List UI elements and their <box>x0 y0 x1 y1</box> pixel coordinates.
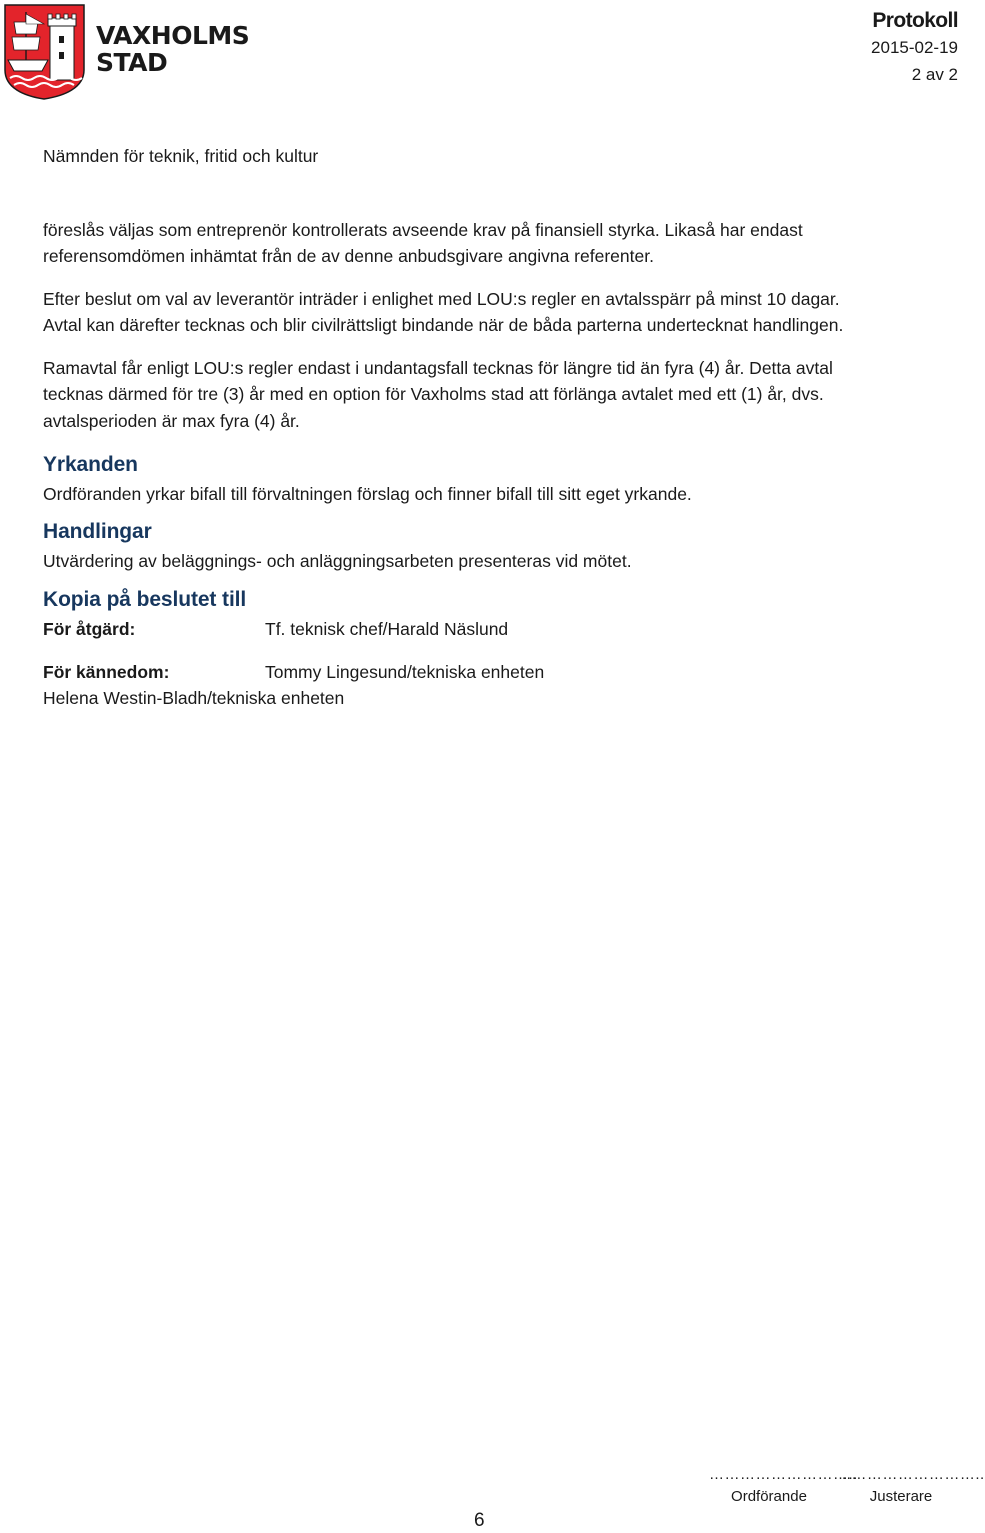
document-date: 2015-02-19 <box>871 38 958 57</box>
signature-label: Ordförande <box>731 1488 807 1505</box>
text-line: föreslås väljas som entreprenör kontrollerats avseende krav på finansiell styrka. Likaså har endast <box>43 220 803 240</box>
section-text: Ordföranden yrkar bifall till förvaltningen förslag och finner bifall till sitt eget yrkande. <box>43 484 692 505</box>
paragraph-standstill <box>43 286 955 339</box>
section-text: Utvärdering av beläggnings- och anläggningsarbeten presenteras vid mötet. <box>43 551 632 572</box>
page-number: 6 <box>474 1510 485 1531</box>
section-kopia <box>43 586 955 711</box>
logo <box>4 4 254 100</box>
text-line: Ramavtal får enligt LOU:s regler endast i undantagsfall tecknas för längre tid än fyra (4) år. Detta avtal <box>43 358 833 379</box>
document-meta <box>871 8 958 88</box>
section-yrkanden <box>43 451 955 507</box>
document-body <box>43 217 955 722</box>
logo-wordmark <box>96 22 249 76</box>
text-line: avtalsperioden är max fyra (4) år. <box>43 410 300 431</box>
coat-of-arms-icon <box>4 4 88 100</box>
section-heading: Yrkanden <box>43 453 138 477</box>
signature-line: ……………………….. <box>709 1466 858 1483</box>
distribution-action-row <box>43 616 955 642</box>
section-handlingar <box>43 518 955 574</box>
text-line: referensomdömen inhämtat från de av denne anbudsgivare angivna referenter. <box>43 246 654 267</box>
logo-line-2: STAD <box>96 48 168 77</box>
distribution-info-row <box>43 659 955 685</box>
paragraph-evaluation <box>43 217 955 270</box>
page-indicator: 2 av 2 <box>911 65 958 84</box>
signature-label: Justerare <box>869 1488 933 1505</box>
distribution-recipient: Tommy Lingesund/tekniska enheten <box>265 661 545 682</box>
paragraph-framework-agreement <box>43 355 955 434</box>
section-heading: Kopia på beslutet till <box>43 587 247 611</box>
signature-line: ..…………………….. <box>842 1466 985 1483</box>
section-heading: Handlingar <box>43 520 152 544</box>
document-type: Protokoll <box>872 9 958 32</box>
text-line: Efter beslut om val av leverantör inträder i enlighet med LOU:s regler en avtalsspärr på minst 10 dagar. <box>43 288 840 309</box>
text-line: Avtal kan därefter tecknas och blir civilrättsligt bindande när de båda parterna undertecknat handlingen. <box>43 314 844 335</box>
distribution-info-extra <box>43 685 955 711</box>
distribution-recipient: Tf. teknisk chef/Harald Näslund <box>265 618 509 639</box>
committee-name: Nämnden för teknik, fritid och kultur <box>43 146 319 166</box>
signature-adjuster <box>842 1466 985 1508</box>
distribution-label: För kännedom: <box>43 661 170 682</box>
text-line: tecknas därmed för tre (3) år med en option för Vaxholms stad att förlänga avtalet med ett (1) år, dvs. <box>43 384 824 405</box>
distribution-label: För åtgärd: <box>43 618 136 639</box>
signature-chair <box>709 1466 858 1508</box>
logo-line-1: VAXHOLMS <box>96 21 250 50</box>
distribution-recipient: Helena Westin-Bladh/tekniska enheten <box>43 687 345 708</box>
